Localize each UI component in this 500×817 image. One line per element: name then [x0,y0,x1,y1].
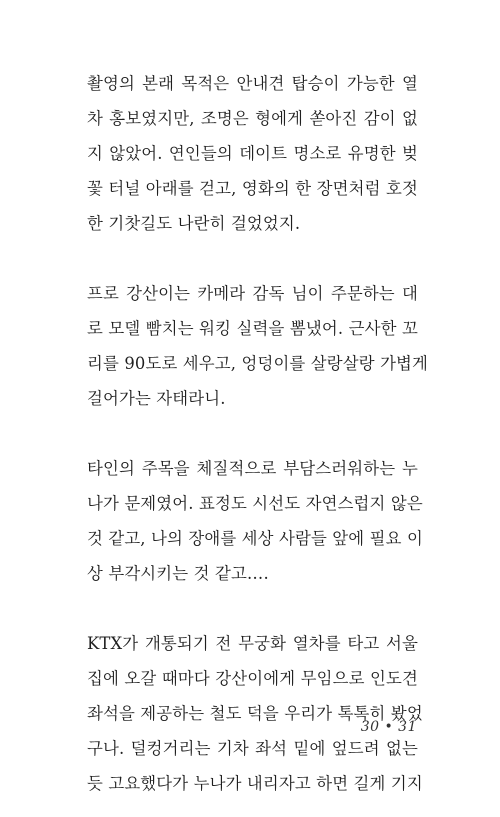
text-line: KTX가 개통되기 전 무궁화 열차를 타고 서울 [87,634,418,653]
text-line: 것 같고, 나의 장애를 세상 사람들 앞에 필요 이 [87,529,423,548]
text-line: 상 부각시키는 것 같고…. [87,564,269,583]
paragraph-4 [87,626,423,801]
paragraph-1 [87,66,418,241]
paragraph-gap [87,416,418,451]
text-line: 꽃 터널 아래를 걷고, 영화의 한 장면처럼 호젓 [87,179,418,198]
text-line: 촬영의 본래 목적은 안내견 탑승이 가능한 열 [87,74,418,93]
paragraph-gap [87,591,418,626]
body-text [87,66,429,801]
text-line: 리를 90도로 세우고, 엉덩이를 살랑살랑 가볍게 [87,354,429,373]
text-line: 지 않았어. 연인들의 데이트 명소로 유명한 벚 [87,144,418,163]
text-line: 걸어가는 자태라니. [87,389,226,408]
text-line: 차 홍보였지만, 조명은 형에게 쏟아진 감이 없 [87,109,418,128]
paragraph-3 [87,451,423,591]
page-number: 30 • 31 [360,719,417,735]
text-line: 나가 문제였어. 표정도 시선도 자연스럽지 않은 [87,494,423,513]
text-line: 로 모델 빰치는 워킹 실력을 뽐냈어. 근사한 꼬 [87,319,418,338]
text-line: 프로 강산이는 카메라 감독 님이 주문하는 대 [87,284,418,303]
text-line: 좌석을 제공하는 철도 덕을 우리가 톡톡히 봤었 [87,704,423,723]
text-line: 구나. 덜컹거리는 기차 좌석 밑에 엎드려 없는 [87,739,418,758]
text-line: 한 기찻길도 나란히 걸었었지. [87,214,301,233]
text-line: 타인의 주목을 체질적으로 부담스러워하는 누 [87,459,418,478]
text-line: 집에 오갈 때마다 강산이에게 무임으로 인도견 [87,669,418,688]
text-line: 듯 고요했다가 누나가 내리자고 하면 길게 기지 [87,774,423,793]
paragraph-2 [87,276,429,416]
paragraph-gap [87,241,418,276]
